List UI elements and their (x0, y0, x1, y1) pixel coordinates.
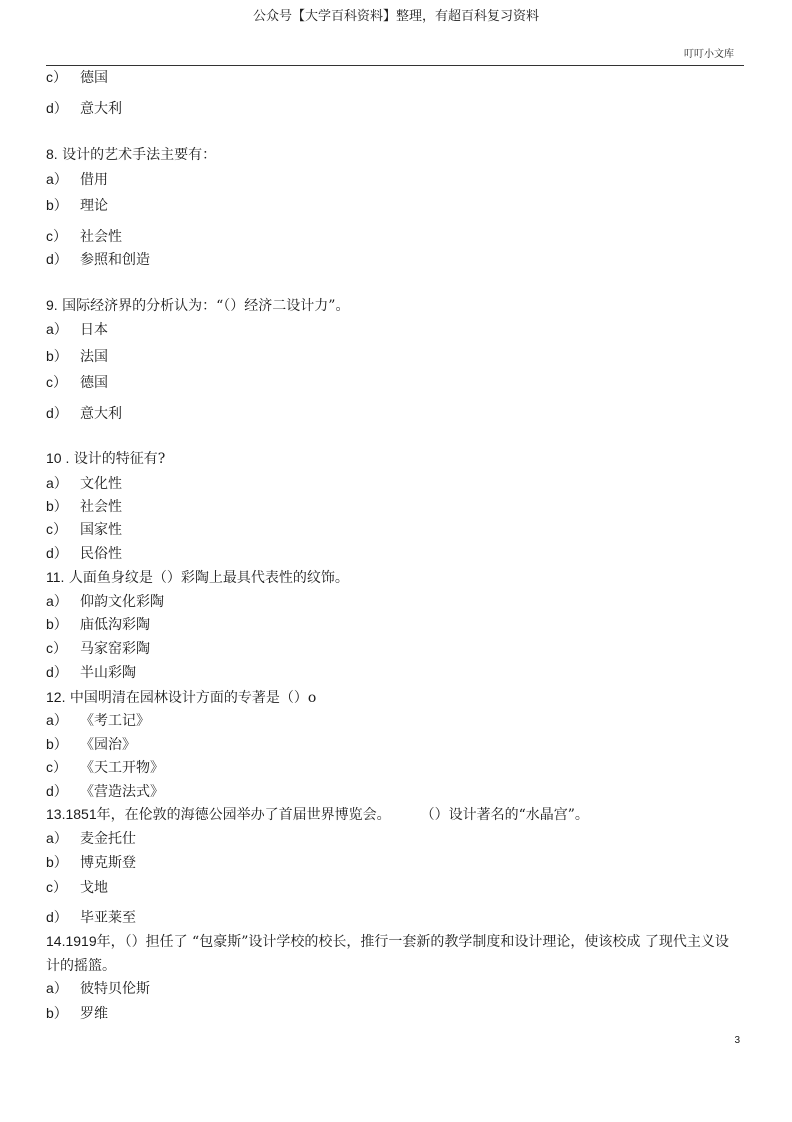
option-label: a） (46, 475, 68, 491)
option-text: 德国 (80, 375, 108, 391)
question-text: 年，（）担任了 “包豪斯”设计学校的校长，推行一套新的教学制度和设计理论，使该校成 了现代主义设计的摇篮。 (46, 934, 729, 974)
option-c (46, 639, 150, 658)
option-a (46, 474, 122, 493)
option-label: d） (46, 405, 68, 421)
option-label: c） (46, 69, 67, 85)
question-text: 国际经济界的分析认为：“（）经济二设计力”。 (62, 298, 350, 314)
option-label: d） (46, 251, 68, 267)
option-label: d） (46, 909, 68, 925)
option-text: 日本 (80, 322, 108, 338)
option-b (46, 853, 136, 872)
option-text: 麦金托仕 (80, 831, 136, 847)
option-text: 借用 (80, 172, 108, 188)
option-a (46, 170, 108, 189)
option-b (46, 497, 122, 516)
option-text: 《营造法式》 (80, 784, 164, 800)
option-label: b） (46, 1005, 68, 1021)
question-text: 中国明清在园林设计方面的专著是（）o (69, 690, 317, 706)
option-label: c） (46, 640, 67, 656)
option-b (46, 735, 136, 754)
option-label: c） (46, 879, 67, 895)
option-label: a） (46, 593, 68, 609)
option-d (46, 404, 122, 423)
page-number: 3 (734, 1035, 740, 1046)
option-d (46, 250, 150, 269)
option-text: 社会性 (80, 229, 122, 245)
option-label: a） (46, 171, 68, 187)
option-text: 法国 (80, 349, 108, 365)
option-text: 《考工记》 (80, 713, 150, 729)
option-label: d） (46, 100, 68, 116)
question-11 (46, 568, 349, 587)
option-label: b） (46, 616, 68, 632)
option-label: b） (46, 854, 68, 870)
question-text: 设计的艺术手法主要有： (62, 147, 217, 163)
question-12 (46, 688, 316, 707)
option-text: 《天工开物》 (80, 760, 164, 776)
option-b (46, 347, 108, 366)
question-number: 9. (46, 297, 58, 313)
header-divider (46, 65, 744, 66)
option-label: c） (46, 759, 67, 775)
option-label: c） (46, 521, 67, 537)
option-a (46, 592, 164, 611)
question-13 (46, 805, 589, 824)
option-c (46, 758, 164, 777)
question-number: 8. (46, 146, 58, 162)
question-text: 人面鱼身纹是（）彩陶上最具代表性的纹饰。 (68, 570, 349, 586)
question-number: 13.1851 (46, 806, 97, 822)
option-text: 国家性 (80, 522, 122, 538)
option-text: 博克斯登 (80, 855, 136, 871)
option-text: 庙低沟彩陶 (80, 617, 150, 633)
option-text: 罗维 (80, 1006, 108, 1022)
option-c (46, 68, 108, 87)
option-d (46, 99, 122, 118)
option-text: 戈地 (80, 880, 108, 896)
option-a (46, 829, 136, 848)
option-text: 意大利 (80, 101, 122, 117)
option-text: 彼特贝伦斯 (80, 981, 150, 997)
question-text: 年，在伦敦的海德公园举办了首届世界博览会。 (96, 807, 391, 823)
option-b (46, 615, 150, 634)
option-label: a） (46, 980, 68, 996)
option-a (46, 711, 150, 730)
option-text: 马家窑彩陶 (80, 641, 150, 657)
question-number: 12. (46, 689, 66, 705)
option-text: 德国 (80, 70, 108, 86)
option-label: b） (46, 498, 68, 514)
question-14 (46, 929, 736, 978)
option-text: 参照和创造 (80, 252, 150, 268)
option-d (46, 544, 122, 563)
option-text: 文化性 (80, 476, 122, 492)
question-10 (46, 449, 165, 468)
option-d (46, 782, 164, 801)
option-label: d） (46, 545, 68, 561)
option-text: 民俗性 (80, 546, 122, 562)
top-banner: 公众号【大学百科资料】整理，有超百科复习资料 (252, 9, 539, 24)
option-label: a） (46, 321, 68, 337)
header-site-name: 叮叮小文库 (684, 49, 734, 60)
option-c (46, 520, 122, 539)
option-b (46, 1004, 108, 1023)
question-text: 设计的特征有? (73, 451, 166, 467)
option-text: 意大利 (80, 406, 122, 422)
option-text: 理论 (80, 198, 108, 214)
option-c (46, 373, 108, 392)
option-text: 社会性 (80, 499, 122, 515)
option-label: c） (46, 228, 67, 244)
option-label: c） (46, 374, 67, 390)
option-label: d） (46, 783, 68, 799)
option-c (46, 878, 108, 897)
option-text: 仰韵文化彩陶 (80, 594, 164, 610)
option-label: b） (46, 736, 68, 752)
option-c (46, 227, 122, 246)
option-label: a） (46, 712, 68, 728)
option-text: 半山彩陶 (80, 665, 136, 681)
question-text-continued: （）设计著名的“水晶宫”。 (420, 807, 589, 823)
option-label: b） (46, 348, 68, 364)
option-label: b） (46, 197, 68, 213)
question-number: 11. (46, 569, 65, 585)
question-number: 10 . (46, 450, 70, 466)
option-a (46, 320, 108, 339)
option-d (46, 663, 136, 682)
option-b (46, 196, 108, 215)
option-text: 《园治》 (80, 737, 136, 753)
option-label: a） (46, 830, 68, 846)
option-text: 毕亚莱至 (80, 910, 136, 926)
option-label: d） (46, 664, 68, 680)
question-8 (46, 145, 216, 164)
option-d (46, 908, 136, 927)
option-a (46, 979, 150, 998)
question-9 (46, 296, 349, 315)
question-number: 14.1919 (46, 933, 97, 949)
